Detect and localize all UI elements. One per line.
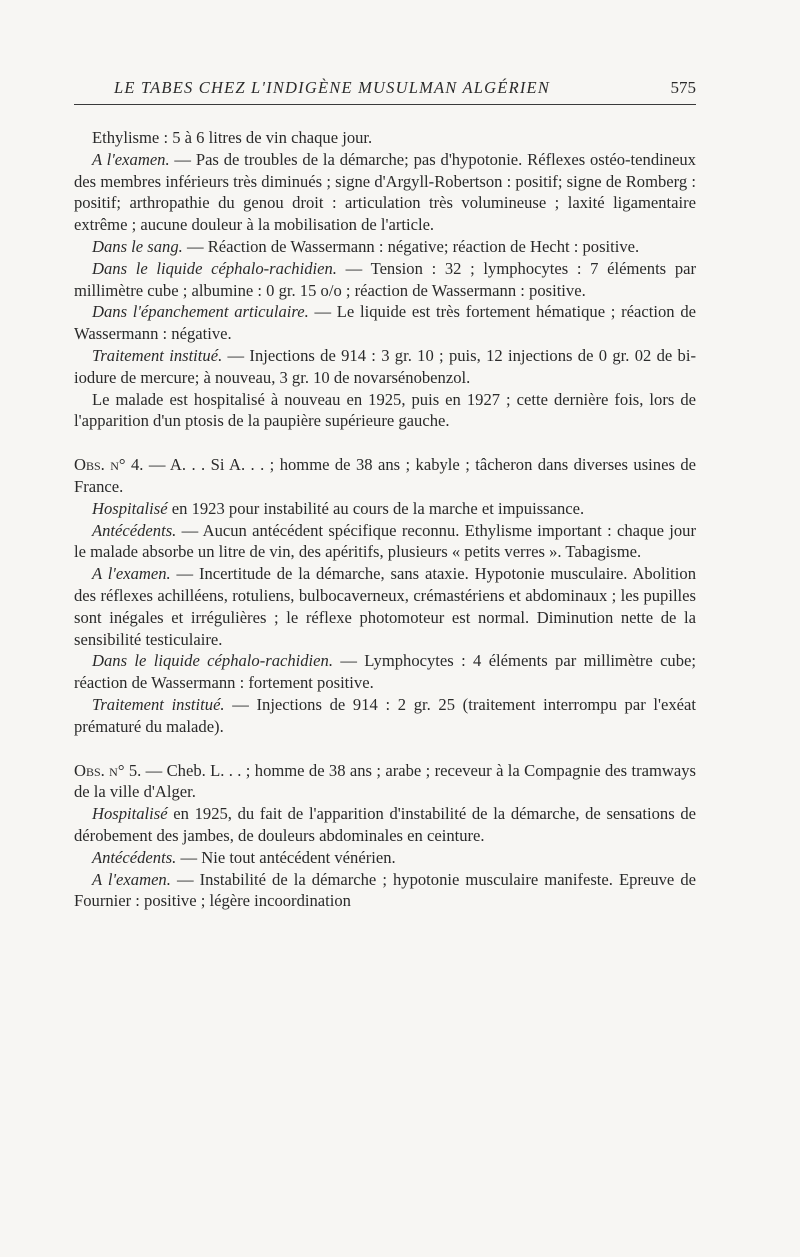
paragraph-lead: Dans le liquide céphalo-rachidien. bbox=[92, 651, 333, 671]
paragraph: Traitement institué. — Injections de 914 : 3 gr. 10 ; puis, 12 injections de 0 gr. 02 de bi-iodure de mercure; à nouveau, 3 gr. 10 de novarsénobenzol. bbox=[74, 345, 696, 387]
page-number: 575 bbox=[670, 78, 696, 97]
paragraph-lead: Traitement institué. bbox=[92, 694, 225, 714]
paragraph-lead: Dans le sang. bbox=[92, 236, 183, 256]
paragraph: A l'examen. — Pas de troubles de la démarche; pas d'hypotonie. Réflexes ostéo-tendineux des membres inférieurs très diminués ; signe d'Argyll-Robertson : positif; signe de Romberg : positif; arthropathie du genou droit : articulation très volumineuse ; laxité ligamentaire extrême ; aucune douleur à la mobilisation de l'article. bbox=[74, 149, 696, 235]
paragraph-lead: Traitement institué. bbox=[92, 345, 223, 365]
paragraph-lead: Hospitalisé bbox=[92, 804, 168, 824]
observation-number: Obs. n° 4. bbox=[74, 455, 144, 475]
paragraph: A l'examen. — Incertitude de la démarche, sans ataxie. Hypotonie musculaire. Abolition des réflexes achilléens, rotuliens, bulbocaverneux, crémastériens et abdominaux ; les pupilles sont inégales et irrégulières ; le réflexe photomoteur est normal. Diminution nette de la sensibilité testiculaire. bbox=[74, 564, 696, 649]
paragraph-lead: Antécédents. bbox=[92, 520, 177, 540]
paragraph: Dans l'épanchement articulaire. — Le liquide est très fortement hématique ; réaction de Wassermann : négative. bbox=[74, 302, 696, 344]
paragraph: Traitement institué. — Injections de 914 : 2 gr. 25 (traitement interrompu par l'exéat prématuré du malade). bbox=[74, 694, 696, 736]
paragraph: Dans le liquide céphalo-rachidien. — Lymphocytes : 4 éléments par millimètre cube; réaction de Wassermann : fortement positive. bbox=[74, 651, 696, 693]
body-text bbox=[74, 127, 696, 912]
observation-heading: Obs. n° 5. — Cheb. L. . . ; homme de 38 ans ; arabe ; receveur à la Compagnie des tramways de la ville d'Alger. bbox=[74, 760, 696, 802]
paragraph: Dans le liquide céphalo-rachidien. — Tension : 32 ; lymphocytes : 7 éléments par millimètre cube ; albumine : 0 gr. 15 o/o ; réaction de Wassermann : positive. bbox=[74, 258, 697, 300]
paragraph-lead: Dans l'épanchement articulaire. bbox=[92, 302, 309, 322]
paragraph: Dans le sang. — Réaction de Wassermann : négative; réaction de Hecht : positive. bbox=[92, 236, 640, 256]
paragraph: Antécédents. — Aucun antécédent spécifique reconnu. Ethylisme important : chaque jour le malade absorbe un litre de vin, des apéritifs, plusieurs « petits verres ». Tabagisme. bbox=[74, 520, 696, 562]
paragraph: Le malade est hospitalisé à nouveau en 1925, puis en 1927 ; cette dernière fois, lors de l'apparition d'un ptosis de la paupière supérieure gauche. bbox=[74, 389, 696, 431]
running-header bbox=[74, 78, 696, 105]
paragraph-lead: Antécédents. bbox=[92, 847, 177, 867]
paragraph-lead: A l'examen. bbox=[92, 149, 170, 169]
observation-heading: Obs. n° 4. — A. . . Si A. . . ; homme de 38 ans ; kabyle ; tâcheron dans diverses usines de France. bbox=[74, 455, 696, 496]
running-title: LE TABES CHEZ L'INDIGÈNE MUSULMAN ALGÉRIEN bbox=[114, 78, 551, 97]
paragraph: Hospitalisé en 1925, du fait de l'apparition d'instabilité de la démarche, de sensations de dérobement des jambes, de douleurs abdominales en ceinture. bbox=[74, 804, 696, 845]
paragraph: Hospitalisé en 1923 pour instabilité au cours de la marche et impuissance. bbox=[92, 498, 585, 518]
page bbox=[74, 78, 696, 912]
paragraph-lead: Dans le liquide céphalo-rachidien. bbox=[92, 258, 337, 278]
paragraph-lead: A l'examen. bbox=[92, 869, 171, 889]
paragraph: Ethylisme : 5 à 6 litres de vin chaque jour. bbox=[92, 128, 373, 147]
paragraph: Antécédents. — Nie tout antécédent vénérien. bbox=[92, 847, 396, 867]
observation-number: Obs. n° 5. bbox=[74, 760, 142, 780]
paragraph: A l'examen. — Instabilité de la démarche ; hypotonie musculaire manifeste. Epreuve de Fournier : positive ; légère incoordination bbox=[74, 869, 697, 911]
paragraph-lead: Hospitalisé bbox=[92, 498, 168, 518]
paragraph-lead: A l'examen. bbox=[92, 564, 171, 584]
